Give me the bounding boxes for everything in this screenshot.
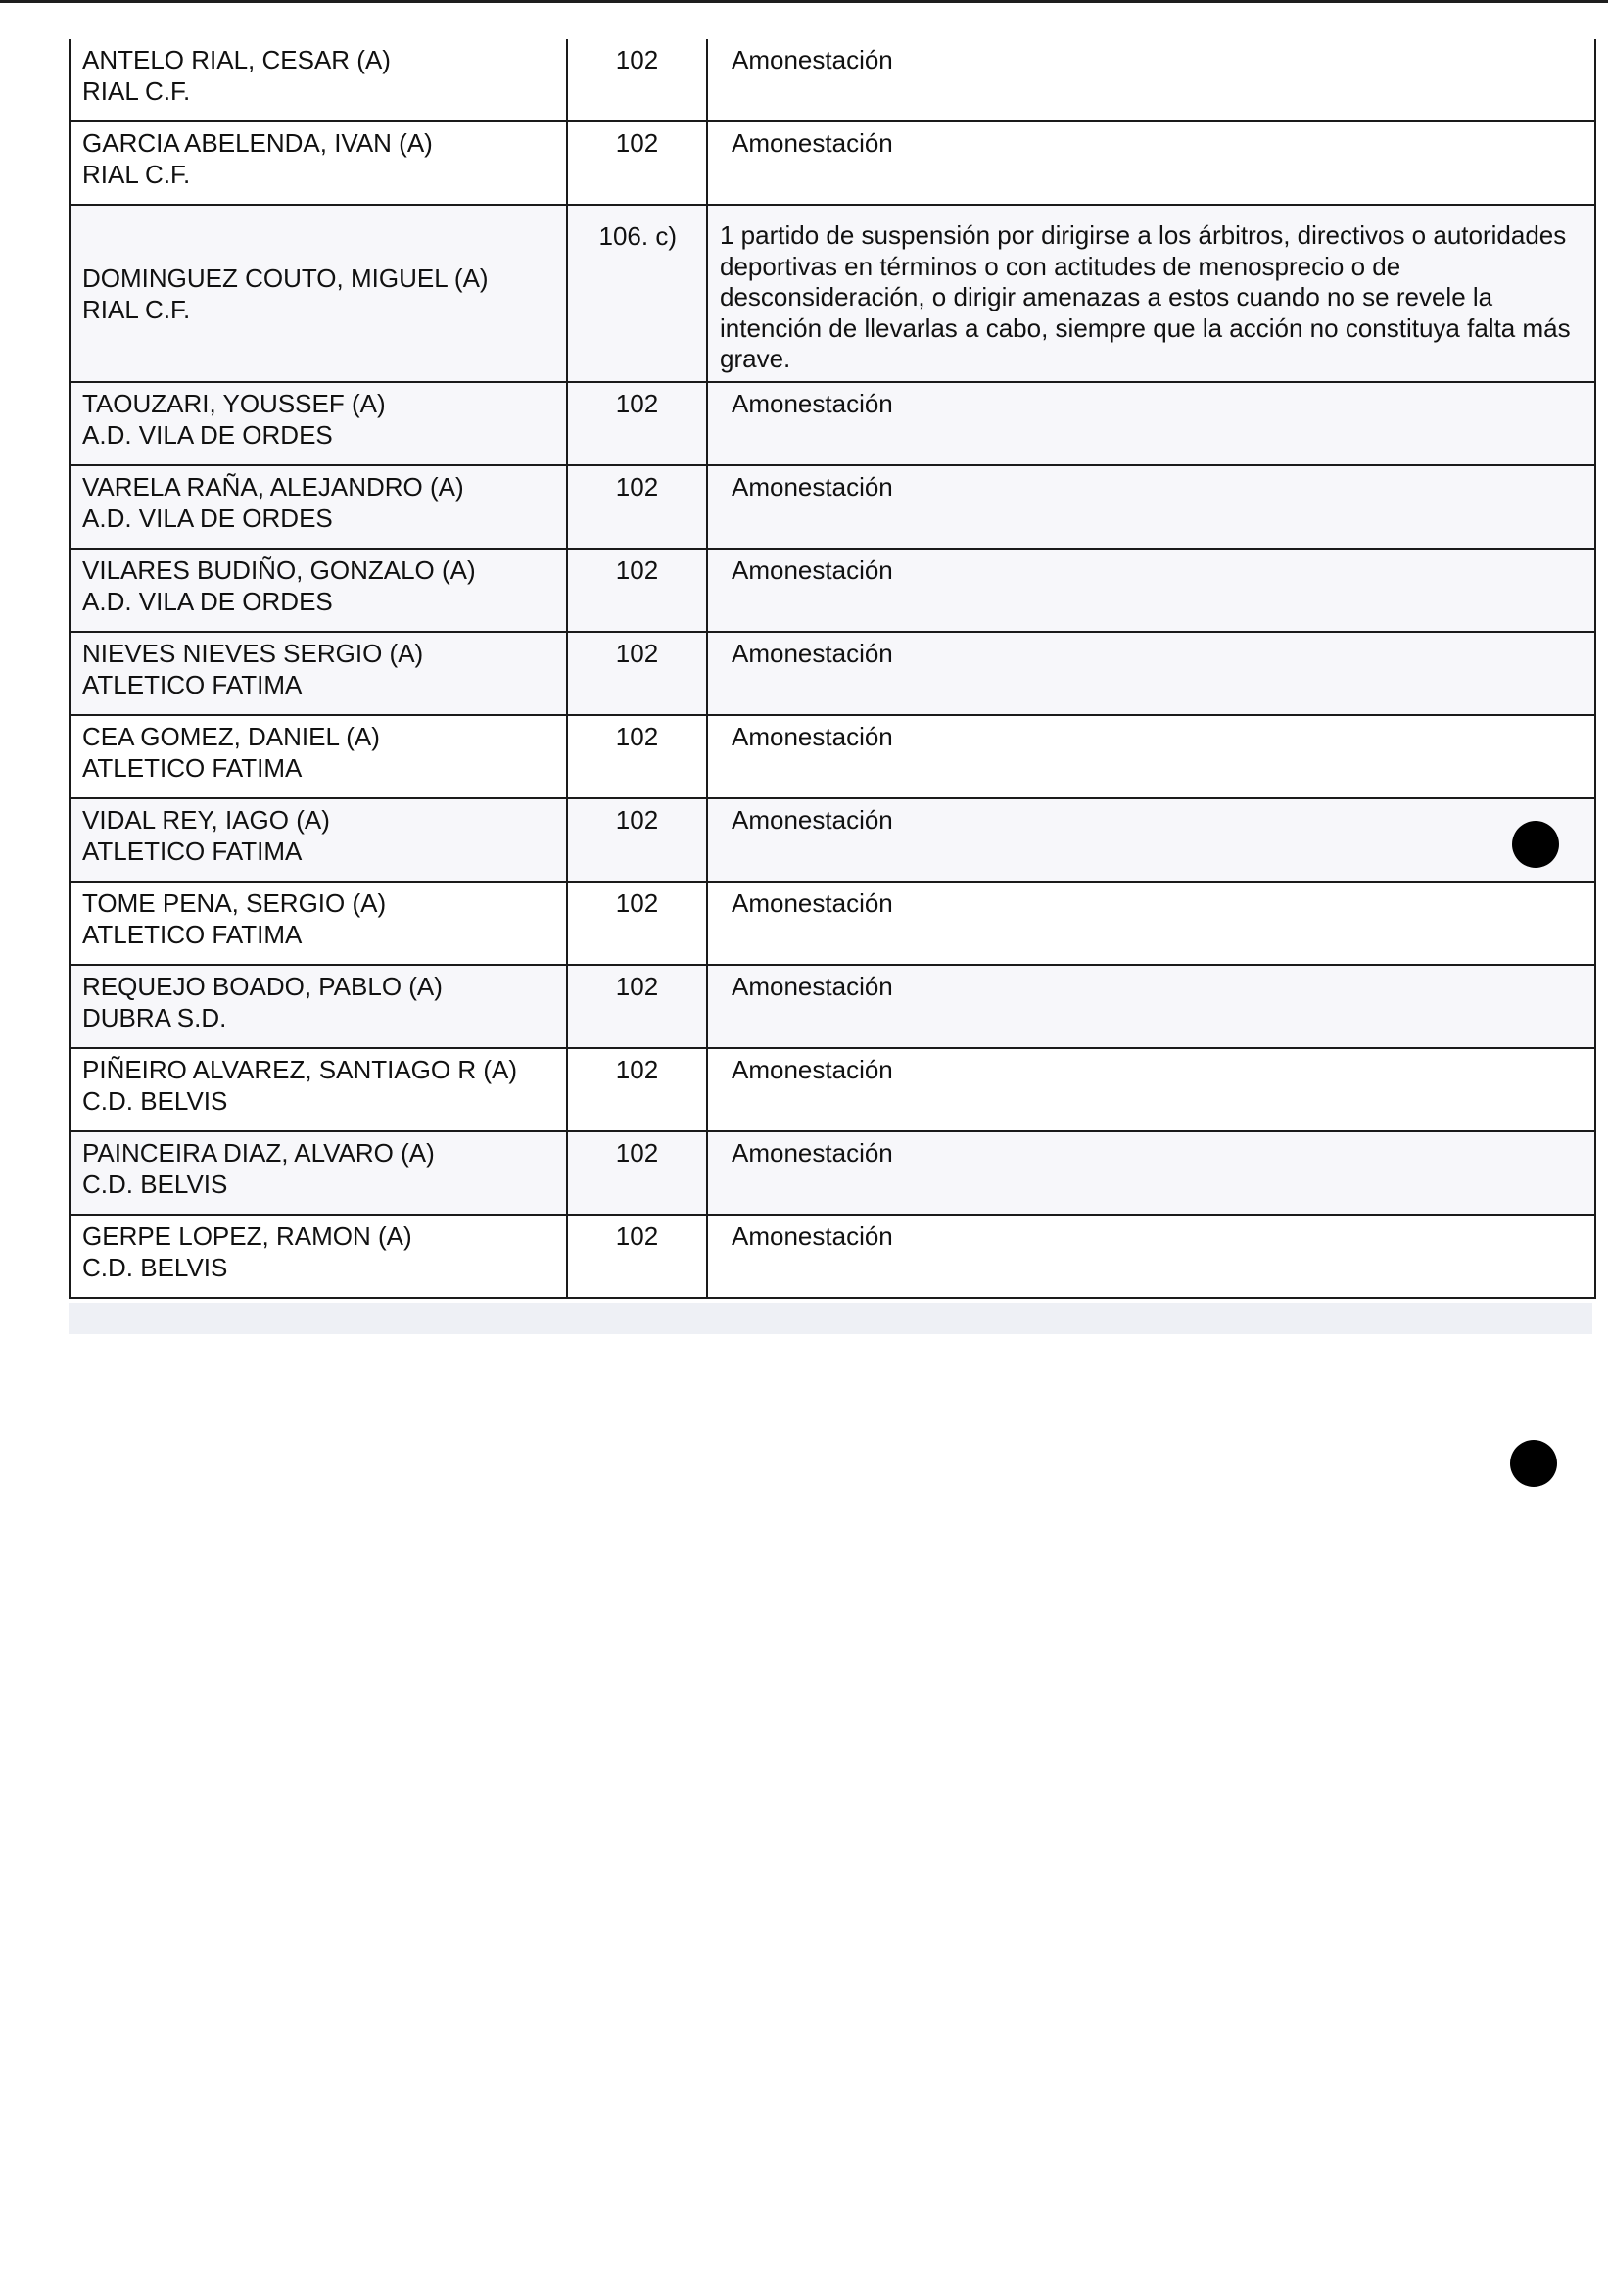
table-row <box>71 122 1594 206</box>
article-cell: 102 <box>568 966 708 1047</box>
player-name: VARELA RAÑA, ALEJANDRO (A) <box>82 472 464 502</box>
club-name: ATLETICO FATIMA <box>82 837 303 866</box>
table-row <box>71 799 1594 883</box>
table-row <box>71 966 1594 1049</box>
player-name: PAINCEIRA DIAZ, ALVARO (A) <box>82 1138 435 1168</box>
punch-hole-mark <box>1512 821 1559 868</box>
player-cell <box>71 799 568 881</box>
player-name: REQUEJO BOADO, PABLO (A) <box>82 972 443 1001</box>
sanction-cell: Amonestación <box>732 1221 893 1251</box>
article-cell: 102 <box>568 1049 708 1130</box>
club-name: ATLETICO FATIMA <box>82 753 303 783</box>
club-name: DUBRA S.D. <box>82 1003 227 1032</box>
club-name: C.D. BELVIS <box>82 1086 228 1116</box>
article-cell: 102 <box>568 1132 708 1214</box>
article-cell: 102 <box>568 716 708 797</box>
club-name: ATLETICO FATIMA <box>82 920 303 949</box>
club-name: RIAL C.F. <box>82 294 191 324</box>
club-name: ATLETICO FATIMA <box>82 670 303 699</box>
player-cell <box>71 716 568 797</box>
player-cell <box>71 206 568 381</box>
sanction-cell: Amonestación <box>732 472 893 502</box>
table-row <box>71 383 1594 466</box>
sanction-cell: Amonestación <box>732 128 893 158</box>
table-row <box>71 1049 1594 1132</box>
sanction-cell: Amonestación <box>732 888 893 918</box>
player-name: TAOUZARI, YOUSSEF (A) <box>82 389 386 418</box>
article-cell: 102 <box>568 1216 708 1297</box>
table-row <box>71 1216 1594 1299</box>
top-edge-line <box>0 0 1608 3</box>
player-name: VILARES BUDIÑO, GONZALO (A) <box>82 555 476 585</box>
club-name: RIAL C.F. <box>82 76 191 106</box>
player-name: GARCIA ABELENDA, IVAN (A) <box>82 128 433 158</box>
player-cell <box>71 383 568 464</box>
player-name: VIDAL REY, IAGO (A) <box>82 805 330 835</box>
table-row <box>71 39 1594 122</box>
club-name: RIAL C.F. <box>82 160 191 189</box>
sanction-cell: Amonestación <box>732 805 893 835</box>
table-row <box>71 883 1594 966</box>
article-cell: 102 <box>568 466 708 548</box>
table-row <box>71 1132 1594 1216</box>
player-cell <box>71 966 568 1047</box>
player-cell <box>71 39 568 120</box>
sanction-cell: Amonestación <box>732 555 893 585</box>
table-row <box>71 206 1594 383</box>
table-row <box>71 716 1594 799</box>
sanction-cell: Amonestación <box>732 389 893 418</box>
club-name: A.D. VILA DE ORDES <box>82 587 333 616</box>
player-cell <box>71 1132 568 1214</box>
player-name: DOMINGUEZ COUTO, MIGUEL (A) <box>82 263 489 293</box>
table-row <box>71 466 1594 550</box>
player-cell <box>71 1049 568 1130</box>
sanction-cell: Amonestación <box>732 972 893 1001</box>
club-name: A.D. VILA DE ORDES <box>82 503 333 533</box>
club-name: A.D. VILA DE ORDES <box>82 420 333 450</box>
sanction-cell: Amonestación <box>732 1055 893 1084</box>
table-row <box>71 633 1594 716</box>
player-cell <box>71 633 568 714</box>
player-cell <box>71 122 568 204</box>
player-name: PIÑEIRO ALVAREZ, SANTIAGO R (A) <box>82 1055 518 1084</box>
player-name: NIEVES NIEVES SERGIO (A) <box>82 639 424 668</box>
player-name: TOME PENA, SERGIO (A) <box>82 888 387 918</box>
sanction-cell: Amonestación <box>732 722 893 751</box>
player-name: GERPE LOPEZ, RAMON (A) <box>82 1221 412 1251</box>
article-cell: 102 <box>568 633 708 714</box>
article-cell: 106. c) <box>568 206 708 381</box>
scan-shade-band <box>69 1303 1592 1334</box>
table-row <box>71 550 1594 633</box>
club-name: C.D. BELVIS <box>82 1253 228 1282</box>
article-cell: 102 <box>568 383 708 464</box>
club-name: C.D. BELVIS <box>82 1170 228 1199</box>
sanction-cell: Amonestación <box>732 1138 893 1168</box>
player-name: ANTELO RIAL, CESAR (A) <box>82 45 391 74</box>
article-cell: 102 <box>568 550 708 631</box>
player-cell <box>71 466 568 548</box>
punch-hole-mark <box>1510 1440 1557 1487</box>
sanction-cell: Amonestación <box>732 45 893 74</box>
player-cell <box>71 883 568 964</box>
article-cell: 102 <box>568 122 708 204</box>
article-cell: 102 <box>568 39 708 120</box>
sanction-cell: Amonestación <box>732 639 893 668</box>
article-cell: 102 <box>568 883 708 964</box>
player-name: CEA GOMEZ, DANIEL (A) <box>82 722 380 751</box>
sanction-cell: 1 partido de suspensión por dirigirse a los árbitros, directivos o autoridades deportivas en términos o con actitudes de menosprecio o de desconsideración, o dirigir amenazas a estos cuando no se revele la intención de llevarlas a cabo, siempre que la acción no constituya falta más grave. <box>720 220 1571 373</box>
player-cell <box>71 1216 568 1297</box>
article-cell: 102 <box>568 799 708 881</box>
sanctions-table <box>69 39 1596 1299</box>
player-cell <box>71 550 568 631</box>
